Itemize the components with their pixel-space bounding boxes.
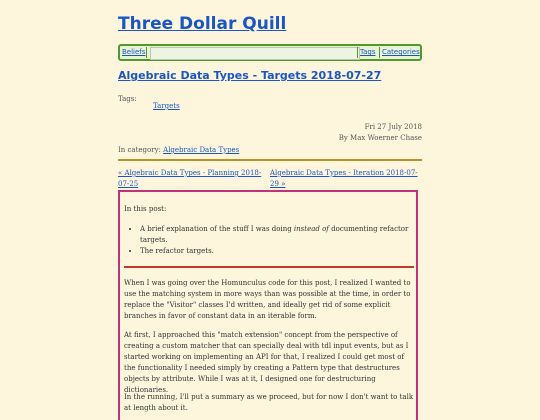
post-content	[118, 190, 418, 420]
toc-item	[140, 224, 414, 246]
toc-item-emphasis: instead of	[293, 225, 329, 233]
toc-item	[140, 246, 414, 257]
content-divider	[124, 266, 414, 268]
category-label: In category:	[118, 146, 161, 154]
post-author: By Max Woerner Chase	[338, 134, 422, 142]
next-post-link[interactable]: Algebraic Data Types - Iteration 2018-07-29 »	[270, 169, 418, 188]
in-this-post-label: In this post:	[124, 205, 167, 213]
search-input[interactable]	[150, 47, 360, 60]
post-title-link[interactable]: Algebraic Data Types - Targets 2018-07-27	[118, 69, 382, 82]
nav-separator	[357, 47, 358, 58]
toc-item-text: A brief explanation of the stuff I was doing	[140, 225, 294, 233]
tags-label: Tags:	[118, 95, 137, 103]
toc-list	[124, 224, 414, 257]
tag-link-targets[interactable]: Targets	[153, 102, 180, 110]
paragraph: In the running, I'll put a summary as we proceed, but for now I don't want to talk at length about it.	[124, 393, 414, 412]
toc-item-text: documenting refactor targets.	[140, 225, 409, 244]
nav-tags-link[interactable]: Tags	[360, 48, 376, 56]
category-link[interactable]: Algebraic Data Types	[163, 146, 240, 154]
nav-separator	[146, 47, 147, 58]
paragraph: At first, I approached this "match extension" concept from the perspective of creating a custom matcher that can specially deal with tdl input events, but as I started working on implementing an API for that, I realized I could get most of the functionality I needed simply by creating a Pattern type that destructures objects by attribute. While I was at it, I designed one for destructuring dictionaries.	[124, 331, 409, 394]
site-title-link[interactable]: Three Dollar Quill	[118, 14, 287, 34]
navbar	[118, 44, 422, 61]
nav-categories-link[interactable]: Categories	[382, 48, 420, 56]
header-divider	[118, 159, 422, 161]
paragraph: When I was going over the Homunculus code for this post, I realized I wanted to use the matching system in more ways than was possible at the time, in order to replace the "Visitor" classes I'd written, and ideally get rid of some explicit branches in favor of constant data in an iterable form.	[124, 279, 411, 320]
prev-post-link[interactable]: « Algebraic Data Types - Planning 2018-07-25	[118, 169, 262, 188]
nav-separator	[379, 47, 380, 58]
toc-item-text: The refactor targets.	[140, 247, 214, 255]
nav-beliefs-link[interactable]: Beliefs	[122, 48, 146, 56]
post-date: Fri 27 July 2018	[364, 123, 422, 131]
post-category	[118, 146, 239, 154]
